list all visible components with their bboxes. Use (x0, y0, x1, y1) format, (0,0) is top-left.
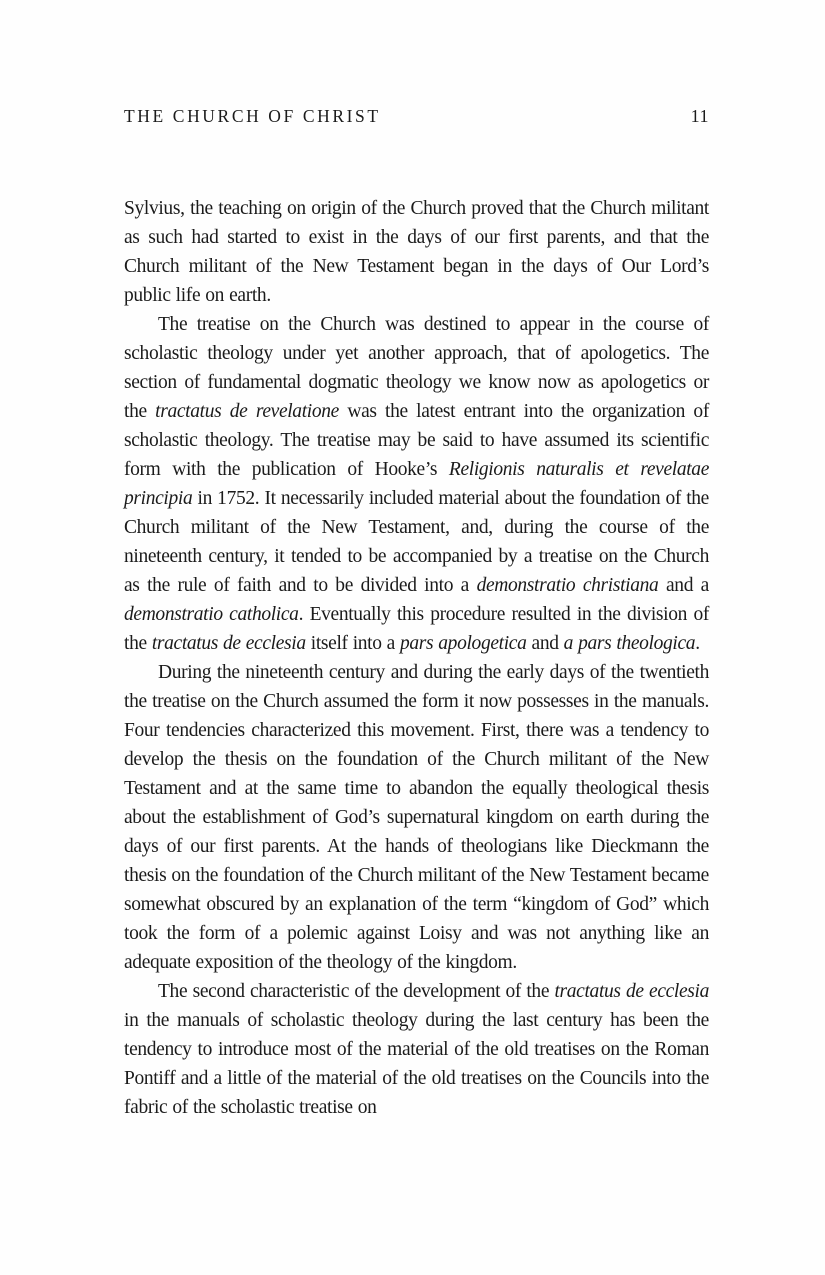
paragraph (124, 310, 709, 658)
text-segment: . (695, 633, 700, 654)
paragraph (124, 977, 709, 1122)
italic-text-segment: pars apologetica (399, 633, 527, 654)
text-segment: Sylvius, the teaching on origin of the Church proved that the Church militant as such had started to exist in the days of our first parents, and that the Church militant of the New Testament began in the days of Our Lord’s public life on earth. (124, 198, 709, 306)
italic-text-segment: tractatus de ecclesia (151, 633, 306, 654)
italic-text-segment: Religionis naturalis et revelatae principia (124, 459, 709, 509)
text-segment: was the latest entrant into the organization of scholastic theology. The treatise may be said to have assumed its scientific form with the publication of Hooke’s (124, 401, 709, 480)
running-head-title: THE CHURCH OF CHRIST (124, 106, 381, 126)
text-segment: and a (658, 575, 709, 596)
paragraph (124, 658, 709, 977)
text-segment: The second characteristic of the development of the (158, 981, 555, 1002)
text-segment: and (526, 633, 564, 654)
body-text (124, 194, 709, 1122)
italic-text-segment: demonstratio catholica (124, 604, 299, 625)
text-segment: in the manuals of scholastic theology during the last century has been the tendency to introduce most of the material of the old treatises on the Roman Pontiff and a little of the material of the old treatises on the Councils into the fabric of the scholastic treatise on (124, 1010, 709, 1118)
text-segment: in 1752. It necessarily included material about the foundation of the Church militant of the New Testament, and, during the course of the nineteenth century, it tended to be accompanied by a treatise on the Church as the rule of faith and to be divided into a (124, 488, 709, 596)
text-segment: . Eventually this procedure resulted in the division of the (124, 604, 710, 654)
paragraph (124, 194, 709, 310)
text-segment: itself into a (305, 633, 400, 654)
italic-text-segment: tractatus de revelatione (155, 401, 339, 422)
italic-text-segment: tractatus de ecclesia (554, 981, 710, 1002)
page-number: 11 (690, 106, 709, 126)
running-head (124, 104, 709, 128)
italic-text-segment: a pars theologica (563, 633, 696, 654)
italic-text-segment: demonstratio christiana (476, 575, 659, 596)
text-segment: The treatise on the Church was destined to appear in the course of scholastic theology under yet another approach, that of apologetics. The section of fundamental dogmatic theology we know now as apologetics or the (124, 314, 709, 422)
text-segment: During the nineteenth century and during the early days of the twentieth the treatise on the Church assumed the form it now possesses in the manuals. Four tendencies characterized this movement. First, there was a tendency to develop the thesis on the foundation of the Church militant of the New Testament and at the same time to abandon the equally theological thesis about the establishment of God’s supernatural kingdom on earth during the days of our first parents. At the hands of theologians like Dieckmann the thesis on the foundation of the Church militant of the New Testament became somewhat obscured by an explanation of the term “kingdom of God” which took the form of a polemic against Loisy and was not anything like an adequate exposition of the theology of the kingdom. (124, 662, 709, 973)
